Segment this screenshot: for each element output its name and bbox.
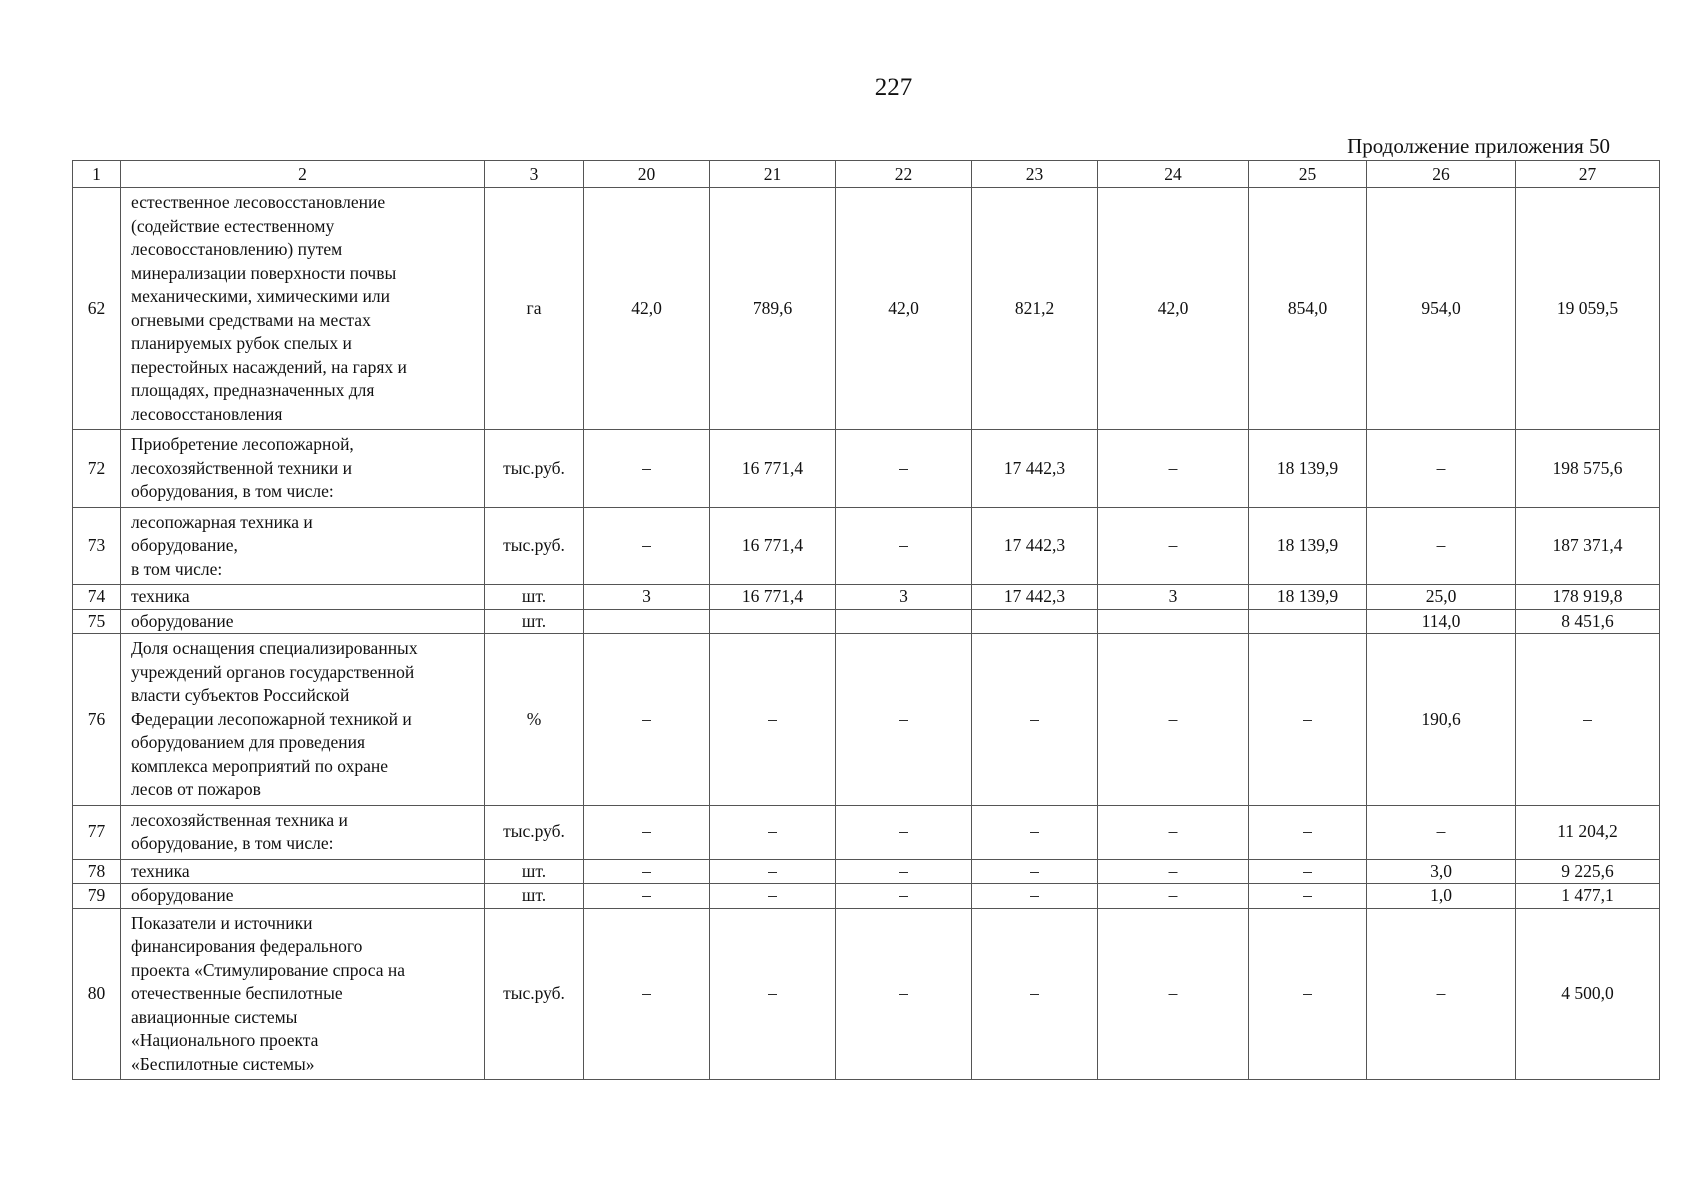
value-cell: –: [1098, 908, 1249, 1080]
row-unit: шт.: [485, 609, 584, 634]
table-row: [73, 859, 1660, 884]
value-cell: 821,2: [972, 188, 1098, 430]
column-header: 3: [485, 161, 584, 188]
value-cell: –: [836, 430, 972, 508]
value-cell: 854,0: [1249, 188, 1367, 430]
row-unit: шт.: [485, 585, 584, 610]
row-unit: тыс.руб.: [485, 805, 584, 859]
value-cell: –: [584, 884, 710, 909]
value-cell: –: [710, 805, 836, 859]
value-cell: 42,0: [584, 188, 710, 430]
continuation-title: Продолжение приложения 50: [1347, 134, 1610, 158]
value-cell: –: [972, 634, 1098, 806]
row-name: оборудование: [121, 884, 485, 909]
table-row: [73, 634, 1660, 806]
value-cell: –: [584, 805, 710, 859]
row-name: лесохозяйственная техника и оборудование, в том числе:: [121, 805, 485, 859]
value-cell: –: [1249, 859, 1367, 884]
value-cell: [972, 609, 1098, 634]
row-name: техника: [121, 859, 485, 884]
value-cell: –: [836, 884, 972, 909]
value-cell: 789,6: [710, 188, 836, 430]
value-cell: [1249, 609, 1367, 634]
data-table: [72, 160, 1660, 1080]
value-cell: 16 771,4: [710, 430, 836, 508]
value-cell: –: [584, 908, 710, 1080]
column-header: 26: [1367, 161, 1516, 188]
value-cell: –: [972, 859, 1098, 884]
value-cell: 25,0: [1367, 585, 1516, 610]
value-cell: 3,0: [1367, 859, 1516, 884]
value-cell: 1,0: [1367, 884, 1516, 909]
value-cell: –: [836, 634, 972, 806]
table-row: [73, 609, 1660, 634]
value-cell: –: [1367, 430, 1516, 508]
value-cell: 17 442,3: [972, 585, 1098, 610]
row-name: Приобретение лесопожарной, лесохозяйственной техники и оборудования, в том числе:: [121, 430, 485, 508]
value-cell: –: [836, 908, 972, 1080]
value-cell: 17 442,3: [972, 507, 1098, 585]
column-header: 22: [836, 161, 972, 188]
table-row: [73, 805, 1660, 859]
column-header: 25: [1249, 161, 1367, 188]
table-row: [73, 188, 1660, 430]
value-cell: 18 139,9: [1249, 430, 1367, 508]
value-cell: –: [584, 430, 710, 508]
table-row: [73, 430, 1660, 508]
value-cell: –: [972, 805, 1098, 859]
row-name: Доля оснащения специализированных учреждений органов государственной власти субъектов Российской Федерации лесопожарной техникой и оборудованием для проведения комплекса мероприятий по охране лесов от пожаров: [121, 634, 485, 806]
value-cell: –: [972, 908, 1098, 1080]
page-number: 227: [874, 74, 913, 101]
column-header: 23: [972, 161, 1098, 188]
value-cell: –: [1516, 634, 1660, 806]
value-cell: –: [1098, 634, 1249, 806]
value-cell: –: [836, 805, 972, 859]
value-cell: –: [1249, 908, 1367, 1080]
value-cell: –: [1367, 805, 1516, 859]
row-number: 75: [73, 609, 121, 634]
value-cell: 19 059,5: [1516, 188, 1660, 430]
column-header: 20: [584, 161, 710, 188]
row-number: 62: [73, 188, 121, 430]
value-cell: 42,0: [836, 188, 972, 430]
row-number: 72: [73, 430, 121, 508]
row-unit: шт.: [485, 884, 584, 909]
value-cell: 3: [584, 585, 710, 610]
value-cell: –: [1367, 908, 1516, 1080]
column-header: 24: [1098, 161, 1249, 188]
value-cell: 16 771,4: [710, 507, 836, 585]
table-row: [73, 585, 1660, 610]
row-unit: тыс.руб.: [485, 430, 584, 508]
column-header: 2: [121, 161, 485, 188]
column-header: 1: [73, 161, 121, 188]
value-cell: 8 451,6: [1516, 609, 1660, 634]
value-cell: 16 771,4: [710, 585, 836, 610]
value-cell: –: [1098, 507, 1249, 585]
table-row: [73, 908, 1660, 1080]
value-cell: 190,6: [1367, 634, 1516, 806]
row-name: техника: [121, 585, 485, 610]
row-number: 74: [73, 585, 121, 610]
value-cell: 954,0: [1367, 188, 1516, 430]
row-unit: тыс.руб.: [485, 507, 584, 585]
column-header: 21: [710, 161, 836, 188]
row-name: лесопожарная техника и оборудование, в том числе:: [121, 507, 485, 585]
value-cell: 11 204,2: [1516, 805, 1660, 859]
row-unit: %: [485, 634, 584, 806]
value-cell: 17 442,3: [972, 430, 1098, 508]
value-cell: 18 139,9: [1249, 507, 1367, 585]
row-number: 79: [73, 884, 121, 909]
value-cell: 198 575,6: [1516, 430, 1660, 508]
row-name: Показатели и источники финансирования федерального проекта «Стимулирование спроса на отечественные беспилотные авиационные системы «Национального проекта «Беспилотные системы»: [121, 908, 485, 1080]
value-cell: –: [710, 884, 836, 909]
table-header-row: [73, 161, 1660, 188]
value-cell: –: [584, 507, 710, 585]
value-cell: –: [1249, 634, 1367, 806]
value-cell: –: [1249, 884, 1367, 909]
value-cell: –: [1098, 430, 1249, 508]
table-row: [73, 507, 1660, 585]
value-cell: –: [710, 908, 836, 1080]
value-cell: 42,0: [1098, 188, 1249, 430]
value-cell: –: [710, 634, 836, 806]
value-cell: [584, 609, 710, 634]
row-name: оборудование: [121, 609, 485, 634]
row-number: 77: [73, 805, 121, 859]
value-cell: –: [584, 859, 710, 884]
row-unit: тыс.руб.: [485, 908, 584, 1080]
value-cell: 3: [1098, 585, 1249, 610]
row-name: естественное лесовосстановление (содействие естественному лесовосстановлению) путем минерализации поверхности почвы механическими, химическими или огневыми средствами на местах планируемых рубок спелых и перестойных насаждений, на гарях и площадях, предназначенных для лесовосстановления: [121, 188, 485, 430]
value-cell: –: [1367, 507, 1516, 585]
value-cell: 187 371,4: [1516, 507, 1660, 585]
value-cell: –: [1098, 884, 1249, 909]
value-cell: 1 477,1: [1516, 884, 1660, 909]
value-cell: –: [1098, 805, 1249, 859]
value-cell: 18 139,9: [1249, 585, 1367, 610]
value-cell: –: [972, 884, 1098, 909]
value-cell: 178 919,8: [1516, 585, 1660, 610]
row-number: 80: [73, 908, 121, 1080]
value-cell: –: [1098, 859, 1249, 884]
value-cell: [836, 609, 972, 634]
value-cell: –: [1249, 805, 1367, 859]
value-cell: 3: [836, 585, 972, 610]
table-row: [73, 884, 1660, 909]
value-cell: 4 500,0: [1516, 908, 1660, 1080]
row-number: 73: [73, 507, 121, 585]
value-cell: [710, 609, 836, 634]
row-unit: шт.: [485, 859, 584, 884]
value-cell: –: [836, 507, 972, 585]
row-number: 78: [73, 859, 121, 884]
row-number: 76: [73, 634, 121, 806]
value-cell: –: [836, 859, 972, 884]
column-header: 27: [1516, 161, 1660, 188]
row-unit: га: [485, 188, 584, 430]
value-cell: –: [584, 634, 710, 806]
value-cell: 9 225,6: [1516, 859, 1660, 884]
value-cell: 114,0: [1367, 609, 1516, 634]
value-cell: –: [710, 859, 836, 884]
value-cell: [1098, 609, 1249, 634]
